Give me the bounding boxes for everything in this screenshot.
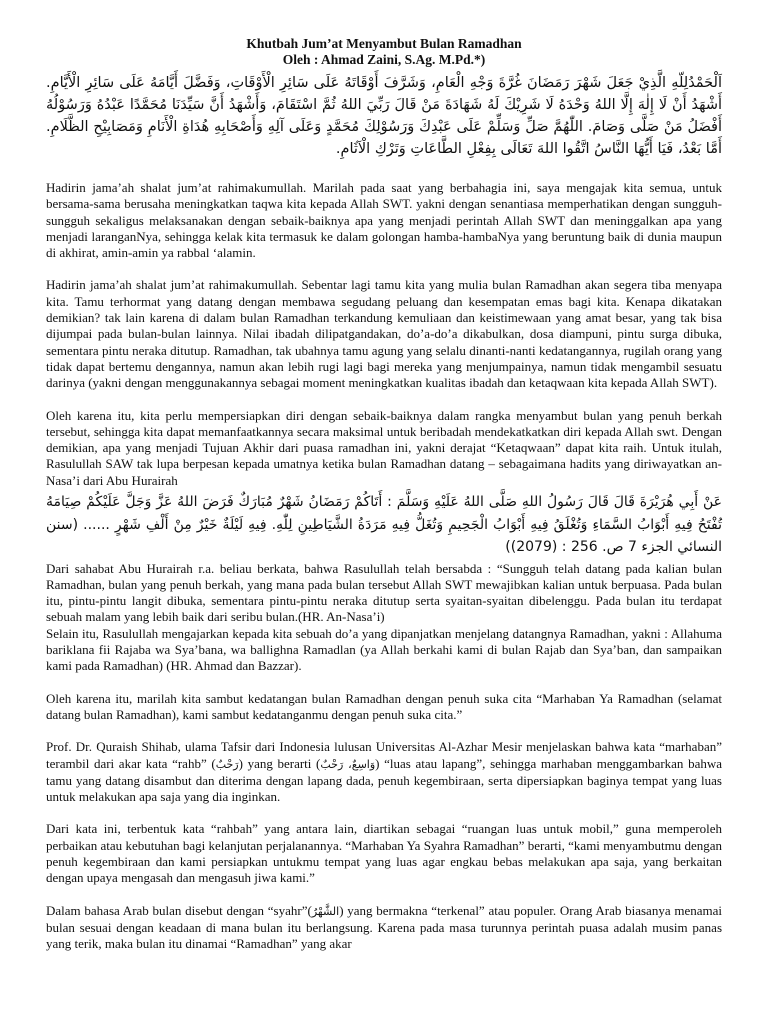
paragraph-7-arabic-word-2: وَاسِعٌ، رَحْبٌ — [320, 757, 376, 771]
paragraph-7-text-b: ) yang berarti ( — [238, 755, 321, 771]
paragraph-9 — [46, 903, 722, 953]
spacer — [46, 805, 722, 821]
paragraph-9-text-a: Dalam bahasa Arab bulan disebut dengan “syahr”( — [46, 902, 312, 918]
spacer — [46, 392, 722, 408]
paragraph-7 — [46, 739, 722, 805]
paragraph-3: Oleh karena itu, kita perlu mempersiapkan diri dengan sebaik-baiknya dalam rangka menyambut bulan yang penuh berkah tersebut, sehingga kita dapat memanfaatkannya secara maksimal untuk beribadah mendekatkatkan diri kepada Allah swt. Dengan demikian, apa yang menjadi Tujuan Akhir dari puasa ramadhan ini, yakni derajat “Ketaqwaan” dapat kita raih. Untuk itulah, Rasulullah SAW tak lupa berpesan kepada umatnya ketika bulan Ramadhan datang – sebagaimana hadits yang diriwayatkan an-Nasa’i dari Abu Hurairah — [46, 407, 722, 488]
paragraph-9-arabic-word: الشَّهْرُ — [311, 904, 340, 918]
paragraph-7-arabic-word-1: رَحْبٌ — [215, 757, 239, 771]
paragraph-1: Hadirin jama’ah shalat jum’at rahimakumullah. Marilah pada saat yang berbahagia ini, saya mengajak kita semua, untuk bersama-sama berusaha meningkatkan taqwa kita kepada Allah SWT. yakni dengan senantiasa memperhatikan dengan sungguh-sungguh sekaligus melaksanakan dengan sebaik-baiknya apa yang menjadi perintah Allah SWT dan meninggalkan apa yang menjadi laranganNya, sehingga kelak kita termasuk ke dalam golongan hamba-hambaNya yang beruntung baik di dunia maupun di akhirat, amin-amin ya rabbal ‘alamin. — [46, 180, 722, 261]
paragraph-4: Dari sahabat Abu Hurairah r.a. beliau berkata, bahwa Rasulullah telah bersabda : “Sungguh telah datang pada kalian bulan Ramadhan, bulan yang penuh berkah, yang mana pada bulan tersebut Allah SWT mewajibkan kalian untuk berpuasa. Pada bulan itu, pintu-pintu langit dibuka, sementara pintu-pintu neraka ditutup serta syaitan-syaitan dibelenggu. Pada bulan itu terdapat sebuah malam yang lebih baik dari seribu bulan.(HR. An-Nasa’i) — [46, 560, 722, 625]
spacer — [46, 261, 722, 277]
spacer — [46, 723, 722, 739]
document-author: Oleh : Ahmad Zaini, S.Ag. M.Pd.*) — [282, 52, 486, 67]
paragraph-6: Oleh karena itu, marilah kita sambut kedatangan bulan Ramadhan dengan penuh suka cita “Marhaban Ya Ramadhan (selamat datang bulan Ramadhan), kami sambut kedatanganmu dengan penuh suka cita.” — [46, 690, 722, 722]
spacer — [46, 887, 722, 903]
paragraph-5: Selain itu, Rasulullah mengajarkan kepada kita sebuah do’a yang dipanjatkan menjelang datangnya Ramadhan, yakni : Allahuma bariklana fii Rajaba wa Sya’bana, wa ballighna Ramadlan (ya Allah berkahi kami di bulan Rajab dan Sya’ban, dan sampaikan kami pada Ramadhan) (HR. Ahmad dan Bazzar). — [46, 625, 722, 674]
paragraph-9-text-b: ) yang bermakna “terkenal” atau populer. Orang Arab biasanya menamai bulan sesuai dengan keadaan di mana bulan itu berlangsung. Karena pada masa turunnya perintah puasa adalah musim panas yang terik, maka bulan itu dinamai “Ramadhan” yang akar — [46, 902, 722, 952]
paragraph-8: Dari kata ini, terbentuk kata “rahbah” yang antara lain, diartikan sebagai “ruangan luas untuk mobil,” guna memperoleh perbaikan atau kebutuhan bagi kelanjutan perjalanannya. “Marhaban Ya Syahra Ramadhan” berarti, “kami menyambutmu dengan penuh kegembiraan dan kami persiapkan untukmu tempat yang luas agar engkau bebas melakukan apa saja, yang berkaitan dengan upaya mengasah dan mengasuh jiwa kami.” — [46, 821, 722, 886]
paragraph-7-text-a: Prof. Dr. Quraish Shihab, ulama Tafsir dari Indonesia lulusan Universitas Al-Azhar Mesir menjelaskan bahwa kata “marhaban” terambil dari akar kata “rahb” ( — [46, 739, 722, 771]
paragraph-7-text-c: ) “luas atau lapang”, sehingga marhaban menggambarkan bahwa tamu yang datang disambut dan diterima dengan lapang dada, penuh kegembiraan, serta dipersiapkan baginya tempat yang luas untuk melakukan apa saja yang dia inginkan. — [46, 755, 722, 805]
paragraph-2: Hadirin jama’ah shalat jum’at rahimakumullah. Sebentar lagi tamu kita yang mulia bulan Ramadhan akan segera tiba menyapa kita. Tamu terhormat yang datang dengan membawa segudang peluang dan kesempatan emas bagi kita. Kenapa dikatakan demikian? tak lain karena di dalam bulan Ramadhan terkandung kemuliaan dan keistimewaan yang amat besar, yang tak bisa dijumpai pada bulan-bulan lainnya. Nilai ibadah dilipatgandakan, do’a-do’a dikabulkan, dosa diampuni, pintu surga dibuka, sementara pintu neraka ditutup. Ramadhan, tak ubahnya tamu agung yang selalu dinanti-nanti kedatangannya, rugilah orang yang tidak dapat bertemu dengannya, namun akan lebih rugi lagi bagi mereka yang menjumpainya, namun tidak mengambil sesuatu darinya (yakni dengan menggunakannya sebagai moment meningkatkan kualitas ibadah dan ketaqwaan kita kepada Allah SWT). — [46, 277, 722, 391]
opening-arabic-prayer: اَلْحَمْدُلِلّهِ الَّذِيْ جَعَلَ شَهْرَ رَمَضَانَ غُرَّةَ وَجْهِ الْعَامِ، وَشَرَّفَ أَوْقَاتَهُ عَلَى سَائِرِ الْأَوْقَاتِ، وَفَضَّلَ أَيَّامَهُ عَلَى سَائِرِ الْأَيَّامِ. أَشْهَدُ أَنْ لَا إِلٰهَ إِلَّا اللهُ وَحْدَهُ لَا شَرِيْكَ لَهُ شَهَادَةَ مَنْ قَالَ رَبِّيَ اللهُ ثُمَّ اسْتَقَامَ، وَأَشْهَدُ أَنَّ سَيِّدَنَا مُحَمَّدًا عَبْدُهُ وَرَسُوْلُهُ أَفْضَلُ مَنْ صَلَّى وَصَامَ. اللّٰهُمَّ صَلِّ وَسَلِّمْ عَلَى عَبْدِكَ وَرَسُوْلِكَ مُحَمَّدٍ وَعَلَى آلِهِ وَأَصْحَابِهِ هُدَاةِ الْأَنَامِ وَمَصَابِيْحِ الظَّلَامِ. أَمَّا بَعْدُ، فَيَا أَيُّهَا النَّاسُ اتَّقُوا اللهَ تَعَالَى بِفِعْلِ الطَّاعَاتِ وَتَرْكِ الْآثَامِ. — [46, 75, 722, 157]
hadith-arabic: عَنْ أَبِي هُرَيْرَةَ قَالَ قَالَ رَسُولُ اللهِ صَلَّى اللهُ عَلَيْهِ وَسَلَّمَ : أَتَاكُمْ رَمَضَانُ شَهْرٌ مُبَارَكٌ فَرَضَ اللهُ عَزَّ وَجَلَّ عَلَيْكُمْ صِيَامَهُ تُفْتَحُ فِيهِ أَبْوَابُ السَّمَاءِ وَتُغْلَقُ فِيهِ أَبْوَابُ الْجَحِيمِ وَتُغَلُّ فِيهِ مَرَدَةُ الشَّيَاطِينِ لِلّٰهِ. فِيهِ لَيْلَةٌ خَيْرٌ مِنْ أَلْفِ شَهْرٍ ...... (سنن النسائي الجزء 7 ص. 256 : (2079)) — [46, 494, 722, 556]
document-title: Khutbah Jum’at Menyambut Bulan Ramadhan — [246, 36, 522, 51]
spacer — [46, 160, 722, 180]
spacer — [46, 675, 722, 691]
